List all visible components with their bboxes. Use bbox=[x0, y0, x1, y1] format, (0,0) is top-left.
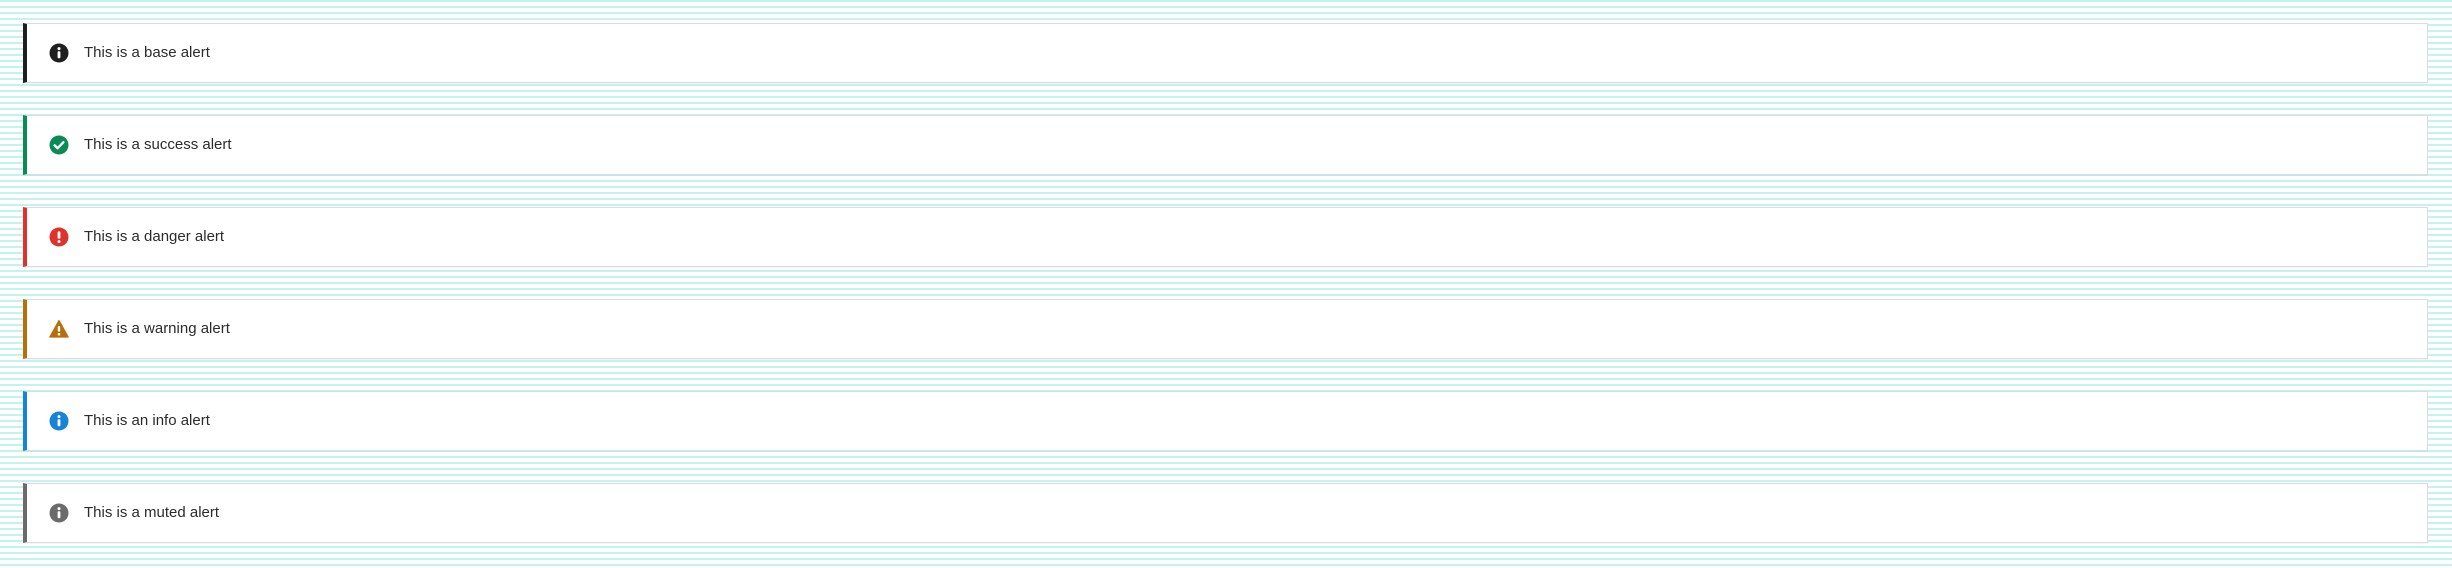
alert-warning bbox=[23, 299, 2428, 359]
info-icon bbox=[49, 411, 69, 431]
alert-text: This is a success alert bbox=[84, 136, 232, 153]
info-icon bbox=[49, 43, 69, 63]
error-icon bbox=[49, 227, 69, 247]
alert-text: This is a warning alert bbox=[84, 320, 230, 337]
info-icon bbox=[49, 503, 69, 523]
alert-base bbox=[23, 23, 2428, 83]
alert-text: This is an info alert bbox=[84, 412, 210, 429]
alert-muted bbox=[23, 483, 2428, 543]
alert-text: This is a danger alert bbox=[84, 228, 225, 245]
check-icon bbox=[49, 135, 69, 155]
alert-list bbox=[23, 23, 2428, 543]
alert-info bbox=[23, 391, 2428, 451]
alert-text: This is a base alert bbox=[84, 44, 210, 61]
alert-danger bbox=[23, 207, 2428, 267]
warning-icon bbox=[49, 319, 69, 339]
alert-text: This is a muted alert bbox=[84, 504, 220, 521]
alert-success bbox=[23, 115, 2428, 175]
